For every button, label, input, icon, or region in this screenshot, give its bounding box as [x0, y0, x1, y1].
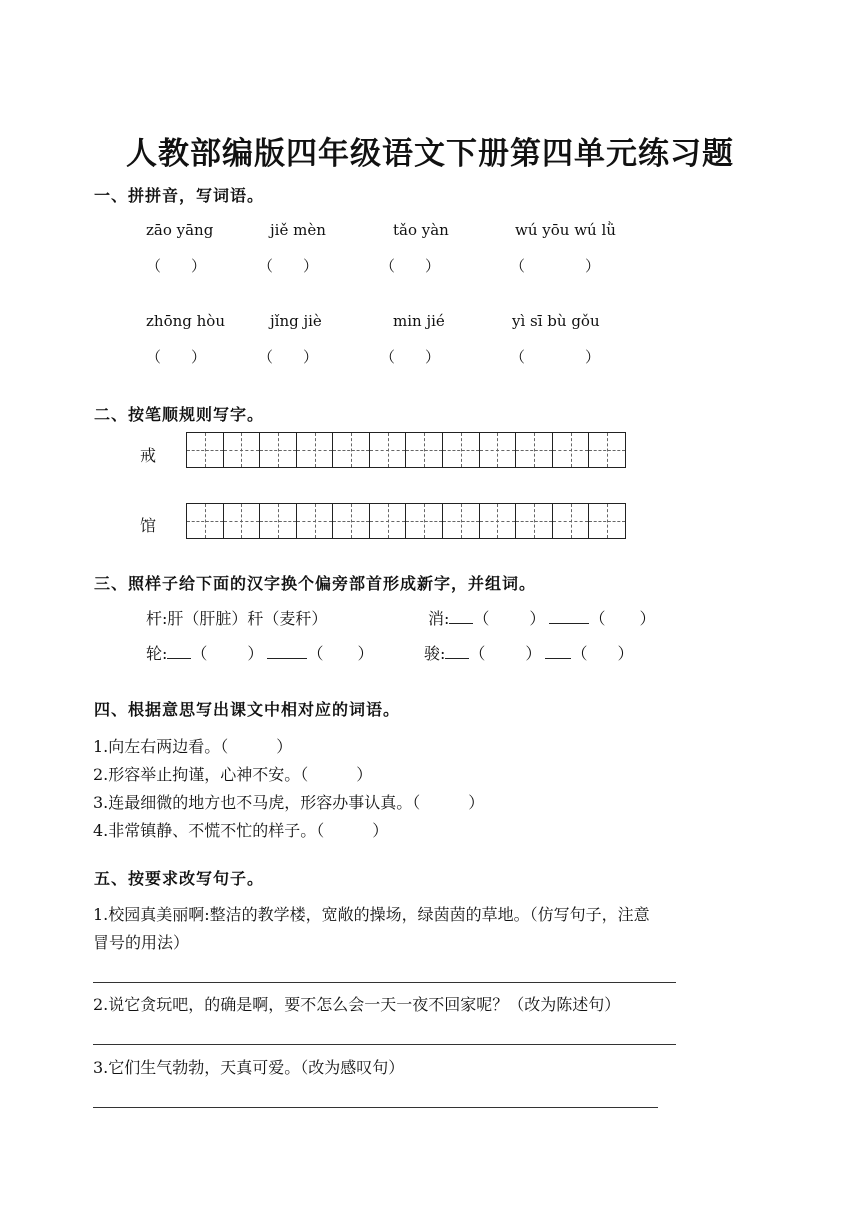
exercise-xiao[interactable]: 消: （ ） （ ）	[428, 609, 656, 628]
section-2-heading: 二、按笔顺规则写字。	[94, 405, 265, 424]
answer-paren-4[interactable]: （ ）	[510, 257, 601, 275]
answer-line-1[interactable]	[93, 982, 676, 983]
writing-grid-2[interactable]	[186, 503, 626, 539]
example-text: 杆:肝（肝脏）秆（麦秆）	[146, 609, 328, 628]
question-4-2: 2.形容举止拘谨，心神不安。（ ）	[93, 765, 373, 784]
answer-paren-6[interactable]: （ ）	[258, 348, 319, 366]
exercise-jun-label: 骏:	[424, 644, 446, 663]
pinyin-6: jǐng jiè	[270, 312, 322, 330]
answer-paren-7[interactable]: （ ）	[380, 348, 441, 366]
answer-line-2[interactable]	[93, 1044, 676, 1045]
answer-paren-5[interactable]: （ ）	[146, 348, 207, 366]
pinyin-5: zhōng hòu	[146, 312, 225, 330]
question-4-1: 1.向左右两边看。（ ）	[93, 737, 293, 756]
question-4-3: 3.连最细微的地方也不马虎，形容办事认真。（ ）	[93, 793, 485, 812]
answer-paren-2[interactable]: （ ）	[258, 257, 319, 275]
question-5-2: 2.说它贪玩吧，的确是啊，要不怎么会一天一夜不回家呢？（改为陈述句）	[93, 995, 621, 1014]
writing-grid-1[interactable]	[186, 432, 626, 468]
pinyin-1: zāo yāng	[146, 221, 214, 239]
stroke-char-1: 戒	[140, 446, 157, 465]
pinyin-4: wú yōu wú lǜ	[515, 221, 616, 239]
exercise-xiao-label: 消:	[428, 609, 450, 628]
section-3-heading: 三、照样子给下面的汉字换个偏旁部首形成新字，并组词。	[94, 574, 537, 593]
pinyin-7: min jié	[393, 312, 445, 330]
exercise-lun-label: 轮:	[146, 644, 168, 663]
pinyin-2: jiě mèn	[270, 221, 326, 239]
section-1-heading: 一、拼拼音，写词语。	[94, 186, 265, 205]
exercise-jun[interactable]: 骏: （ ） （ ）	[424, 644, 634, 663]
page-title: 人教部编版四年级语文下册第四单元练习题	[126, 136, 734, 172]
section-4-heading: 四、根据意思写出课文中相对应的词语。	[94, 700, 401, 719]
question-5-1-line2: 冒号的用法）	[93, 933, 190, 952]
question-5-1-line1: 1.校园真美丽啊:整洁的教学楼，宽敞的操场，绿茵茵的草地。（仿写句子，注意	[93, 905, 650, 924]
exercise-lun[interactable]: 轮: （ ） （ ）	[146, 644, 374, 663]
question-5-3: 3.它们生气勃勃，天真可爱。（改为感叹句）	[93, 1058, 405, 1077]
answer-paren-8[interactable]: （ ）	[510, 348, 601, 366]
answer-paren-1[interactable]: （ ）	[146, 257, 207, 275]
question-4-4: 4.非常镇静、不慌不忙的样子。（ ）	[93, 821, 389, 840]
stroke-char-2: 馆	[140, 516, 157, 535]
section-5-heading: 五、按要求改写句子。	[94, 869, 265, 888]
pinyin-3: tǎo yàn	[393, 221, 449, 239]
answer-paren-3[interactable]: （ ）	[380, 257, 441, 275]
answer-line-3[interactable]	[93, 1107, 658, 1108]
pinyin-8: yì sī bù gǒu	[512, 312, 600, 330]
